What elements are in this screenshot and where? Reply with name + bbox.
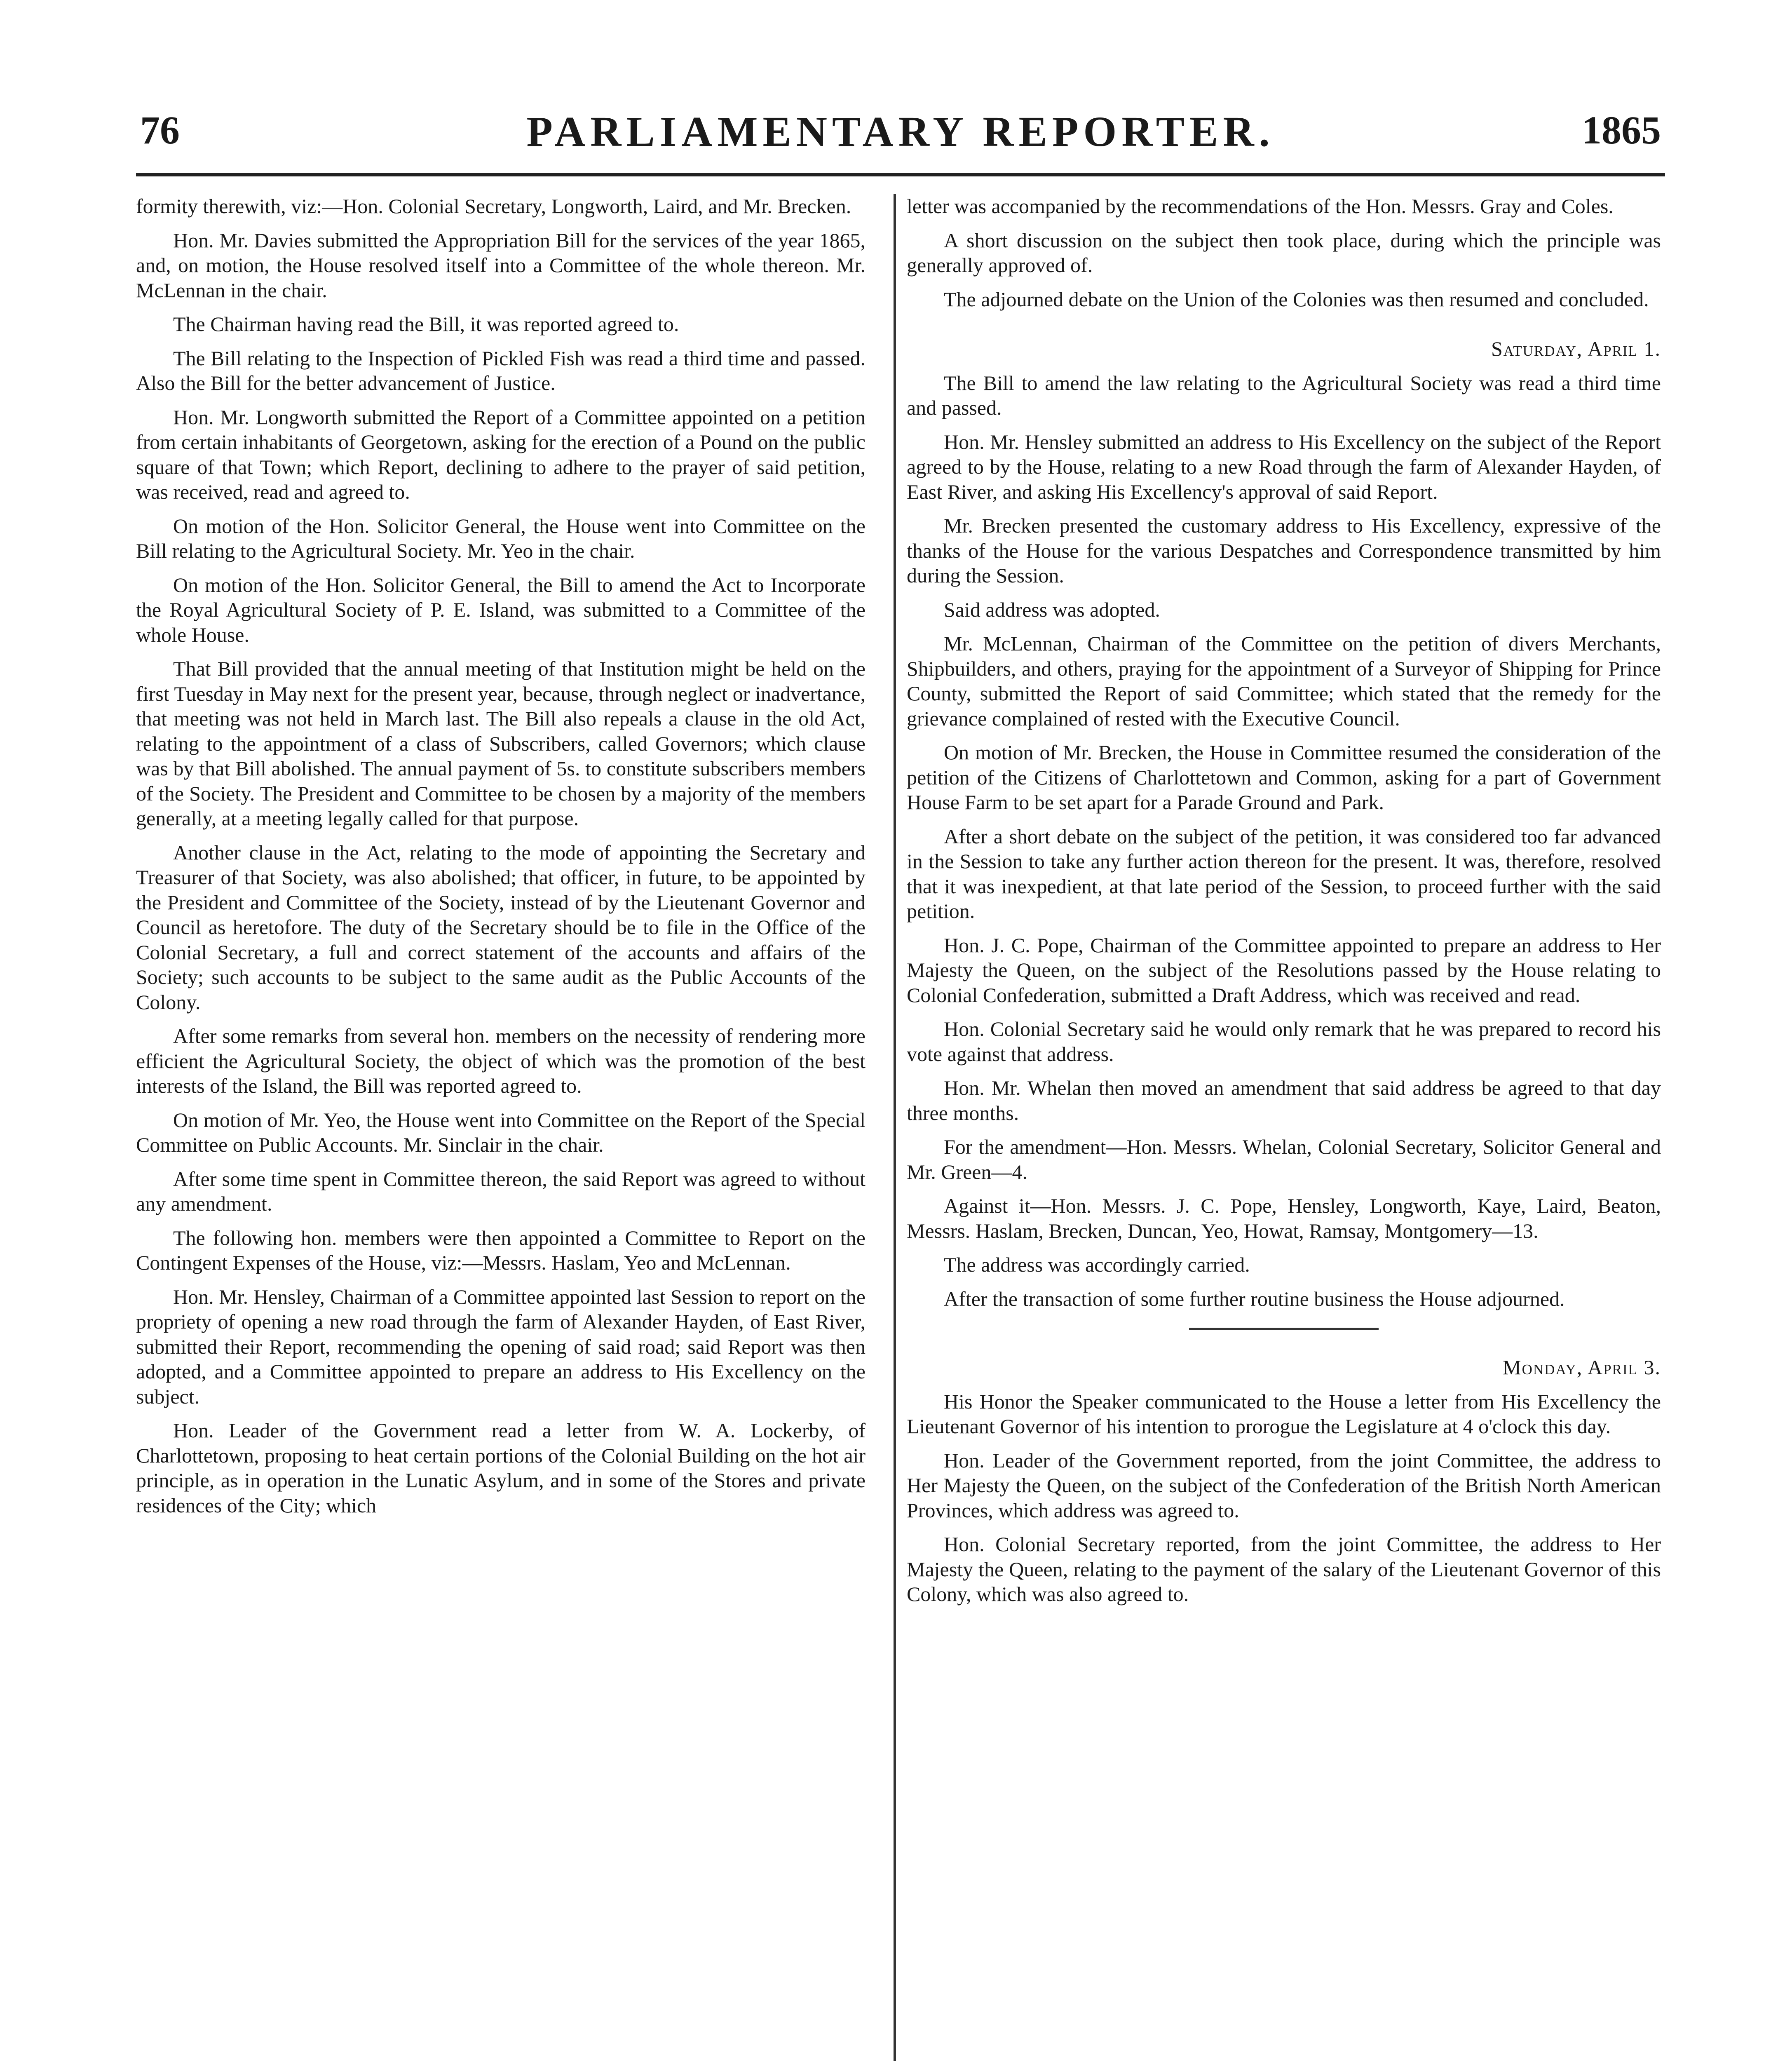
paragraph: formity therewith, viz:—Hon. Colonial Secretary, Longworth, Laird, and Mr. Brecken. xyxy=(136,195,851,218)
column-rule xyxy=(894,194,896,2061)
dateline: Saturday, April 1. xyxy=(1491,337,1661,360)
publication-title: PARLIAMENTARY REPORTER. xyxy=(526,108,1275,155)
paragraph: Hon. Mr. Hensley submitted an address to His Excellency on the subject of the Report agreed to by the House, relating to a new Road through the farm of Alexander Hayden, of East River, and asking His Excellency's approval of said Report. xyxy=(907,430,1661,503)
paragraph: The following hon. members were then appointed a Committee to Report on the Contingent Expenses of the House, viz:—Messrs. Haslam, Yeo and McLennan. xyxy=(136,1226,866,1274)
paragraph: Hon. Leader of the Government reported, from the joint Committee, the address to Her Majesty the Queen, on the subject of the Confederation of the British North American Provinces, which address was agreed to. xyxy=(907,1448,1661,1522)
right-column xyxy=(907,194,1661,1616)
paragraph: The Chairman having read the Bill, it was reported agreed to. xyxy=(173,312,679,336)
paragraph: Said address was adopted. xyxy=(944,598,1160,621)
paragraph: The Bill relating to the Inspection of Pickled Fish was read a third time and passed. Also the Bill for the better advancement of Justice. xyxy=(136,346,866,394)
paragraph: That Bill provided that the annual meeting of that Institution might be held on the first Tuesday in May next for the present year, because, through neglect or inadvertance, that meeting was not held in March last. The Bill also repeals a clause in the old Act, relating to the appointment of a class of Subscribers, called Governors; which clause was by that Bill abolished. The annual payment of 5s. to constitute subscribers members of the Society. The President and Committee to be chosen by a majority of the members generally, at a meeting legally called for that purpose. xyxy=(136,657,866,830)
paragraph: Hon. Mr. Whelan then moved an amendment that said address be agreed to that day three months. xyxy=(907,1076,1661,1124)
paragraph: Against it—Hon. Messrs. J. C. Pope, Hensley, Longworth, Kaye, Laird, Beaton, Messrs. Haslam, Brecken, Duncan, Yeo, Howat, Ramsay, Montgomery—13. xyxy=(907,1194,1661,1242)
paragraph: After some time spent in Committee thereon, the said Report was agreed to without any amendment. xyxy=(136,1167,866,1215)
paragraph: The Bill to amend the law relating to the Agricultural Society was read a third time and passed. xyxy=(907,371,1661,419)
paragraph: On motion of Mr. Yeo, the House went into Committee on the Report of the Special Committee on Public Accounts. Mr. Sinclair in the chair. xyxy=(136,1108,866,1156)
paragraph: Hon. Mr. Davies submitted the Appropriation Bill for the services of the year 1865, and, on motion, the House resolved itself into a Committee of the whole thereon. Mr. McLennan in the chair. xyxy=(136,228,866,302)
paragraph: After the transaction of some further routine business the House adjourned. xyxy=(944,1287,1565,1310)
paragraph: The address was accordingly carried. xyxy=(944,1253,1250,1276)
paragraph: letter was accompanied by the recommendations of the Hon. Messrs. Gray and Coles. xyxy=(907,195,1614,218)
page-year: 1865 xyxy=(1582,108,1661,152)
paragraph: Hon. Mr. Longworth submitted the Report of a Committee appointed on a petition from certain inhabitants of Georgetown, asking for the erection of a Pound on the public square of that Town; which Report, declining to adhere to the prayer of said petition, was received, read and agreed to. xyxy=(136,405,866,503)
header-rule xyxy=(136,173,1665,176)
section-separator xyxy=(1189,1328,1379,1330)
paragraph: A short discussion on the subject then took place, during which the principle was generally approved of. xyxy=(907,228,1661,277)
paragraph: Mr. Brecken presented the customary address to His Excellency, expressive of the thanks of the House for the various Despatches and Correspondence transmitted by him during the Session. xyxy=(907,514,1661,587)
paragraph: After a short debate on the subject of the petition, it was considered too far advanced in the Session to take any further action thereon for the present. It was, therefore, resolved that it was inexpedient, at that late period of the Session, to proceed further with the said petition. xyxy=(907,824,1661,923)
page-number: 76 xyxy=(140,108,180,152)
paragraph: On motion of the Hon. Solicitor General, the House went into Committee on the Bill relating to the Agricultural Society. Mr. Yeo in the chair. xyxy=(136,514,866,562)
paragraph: Mr. McLennan, Chairman of the Committee on the petition of divers Merchants, Shipbuilders, and others, praying for the appointment of a Surveyor of Shipping for Prince County, submitted the Report of said Committee; which stated that the remedy for the grievance complained of rested with the Executive Council. xyxy=(907,632,1661,730)
dateline: Monday, April 3. xyxy=(1503,1356,1661,1379)
paragraph: Hon. Colonial Secretary said he would only remark that he was prepared to record his vote against that address. xyxy=(907,1017,1661,1066)
paragraph: Hon. Leader of the Government read a letter from W. A. Lockerby, of Charlottetown, proposing to heat certain portions of the Colonial Building on the hot air principle, as in operation in the Lunatic Asylum, and in some of the Stores and private residences of the City; which xyxy=(136,1419,866,1517)
page-header xyxy=(140,107,1661,161)
paragraph: On motion of Mr. Brecken, the House in Committee resumed the consideration of the petition of the Citizens of Charlottetown and Common, asking for a part of Government House Farm to be set apart for a Parade Ground and Park. xyxy=(907,741,1661,814)
paragraph: The adjourned debate on the Union of the Colonies was then resumed and concluded. xyxy=(944,287,1649,311)
paragraph: Another clause in the Act, relating to the mode of appointing the Secretary and Treasurer of that Society, was also abolished; that officer, in future, to be appointed by the President and Committee of the Society, instead of by the Lieutenant Governor and Council as heretofore. The duty of the Secretary should be to file in the Office of the Colonial Secretary, a full and correct statement of the accounts and affairs of the Society; such accounts to be subject to the same audit as the Public Accounts of the Colony. xyxy=(136,840,866,1014)
paragraph: His Honor the Speaker communicated to the House a letter from His Excellency the Lieutenant Governor of his intention to prorogue the Legislature at 4 o'clock this day. xyxy=(907,1390,1661,1438)
paragraph: Hon. Colonial Secretary reported, from the joint Committee, the address to Her Majesty the Queen, relating to the payment of the salary of the Lieutenant Governor of this Colony, which was also agreed to. xyxy=(907,1533,1661,1606)
paragraph: On motion of the Hon. Solicitor General, the Bill to amend the Act to Incorporate the Royal Agricultural Society of P. E. Island, was submitted to a Committee of the whole House. xyxy=(136,573,866,646)
paragraph: Hon. J. C. Pope, Chairman of the Committee appointed to prepare an address to Her Majesty the Queen, on the subject of the Resolutions passed by the House relating to Colonial Confederation, submitted a Draft Address, which was received and read. xyxy=(907,933,1661,1007)
paragraph: For the amendment—Hon. Messrs. Whelan, Colonial Secretary, Solicitor General and Mr. Green—4. xyxy=(907,1135,1661,1183)
paragraph: After some remarks from several hon. members on the necessity of rendering more efficient the Agricultural Society, the object of which was the promotion of the best interests of the Island, the Bill was reported agreed to. xyxy=(136,1024,866,1097)
paragraph: Hon. Mr. Hensley, Chairman of a Committee appointed last Session to report on the propriety of opening a new road through the farm of Alexander Hayden, of East River, submitted their Report, recommending the opening of said road; said Report was then adopted, and a Committee appointed to prepare an address to His Excellency on the subject. xyxy=(136,1285,866,1408)
left-column xyxy=(136,194,866,1527)
